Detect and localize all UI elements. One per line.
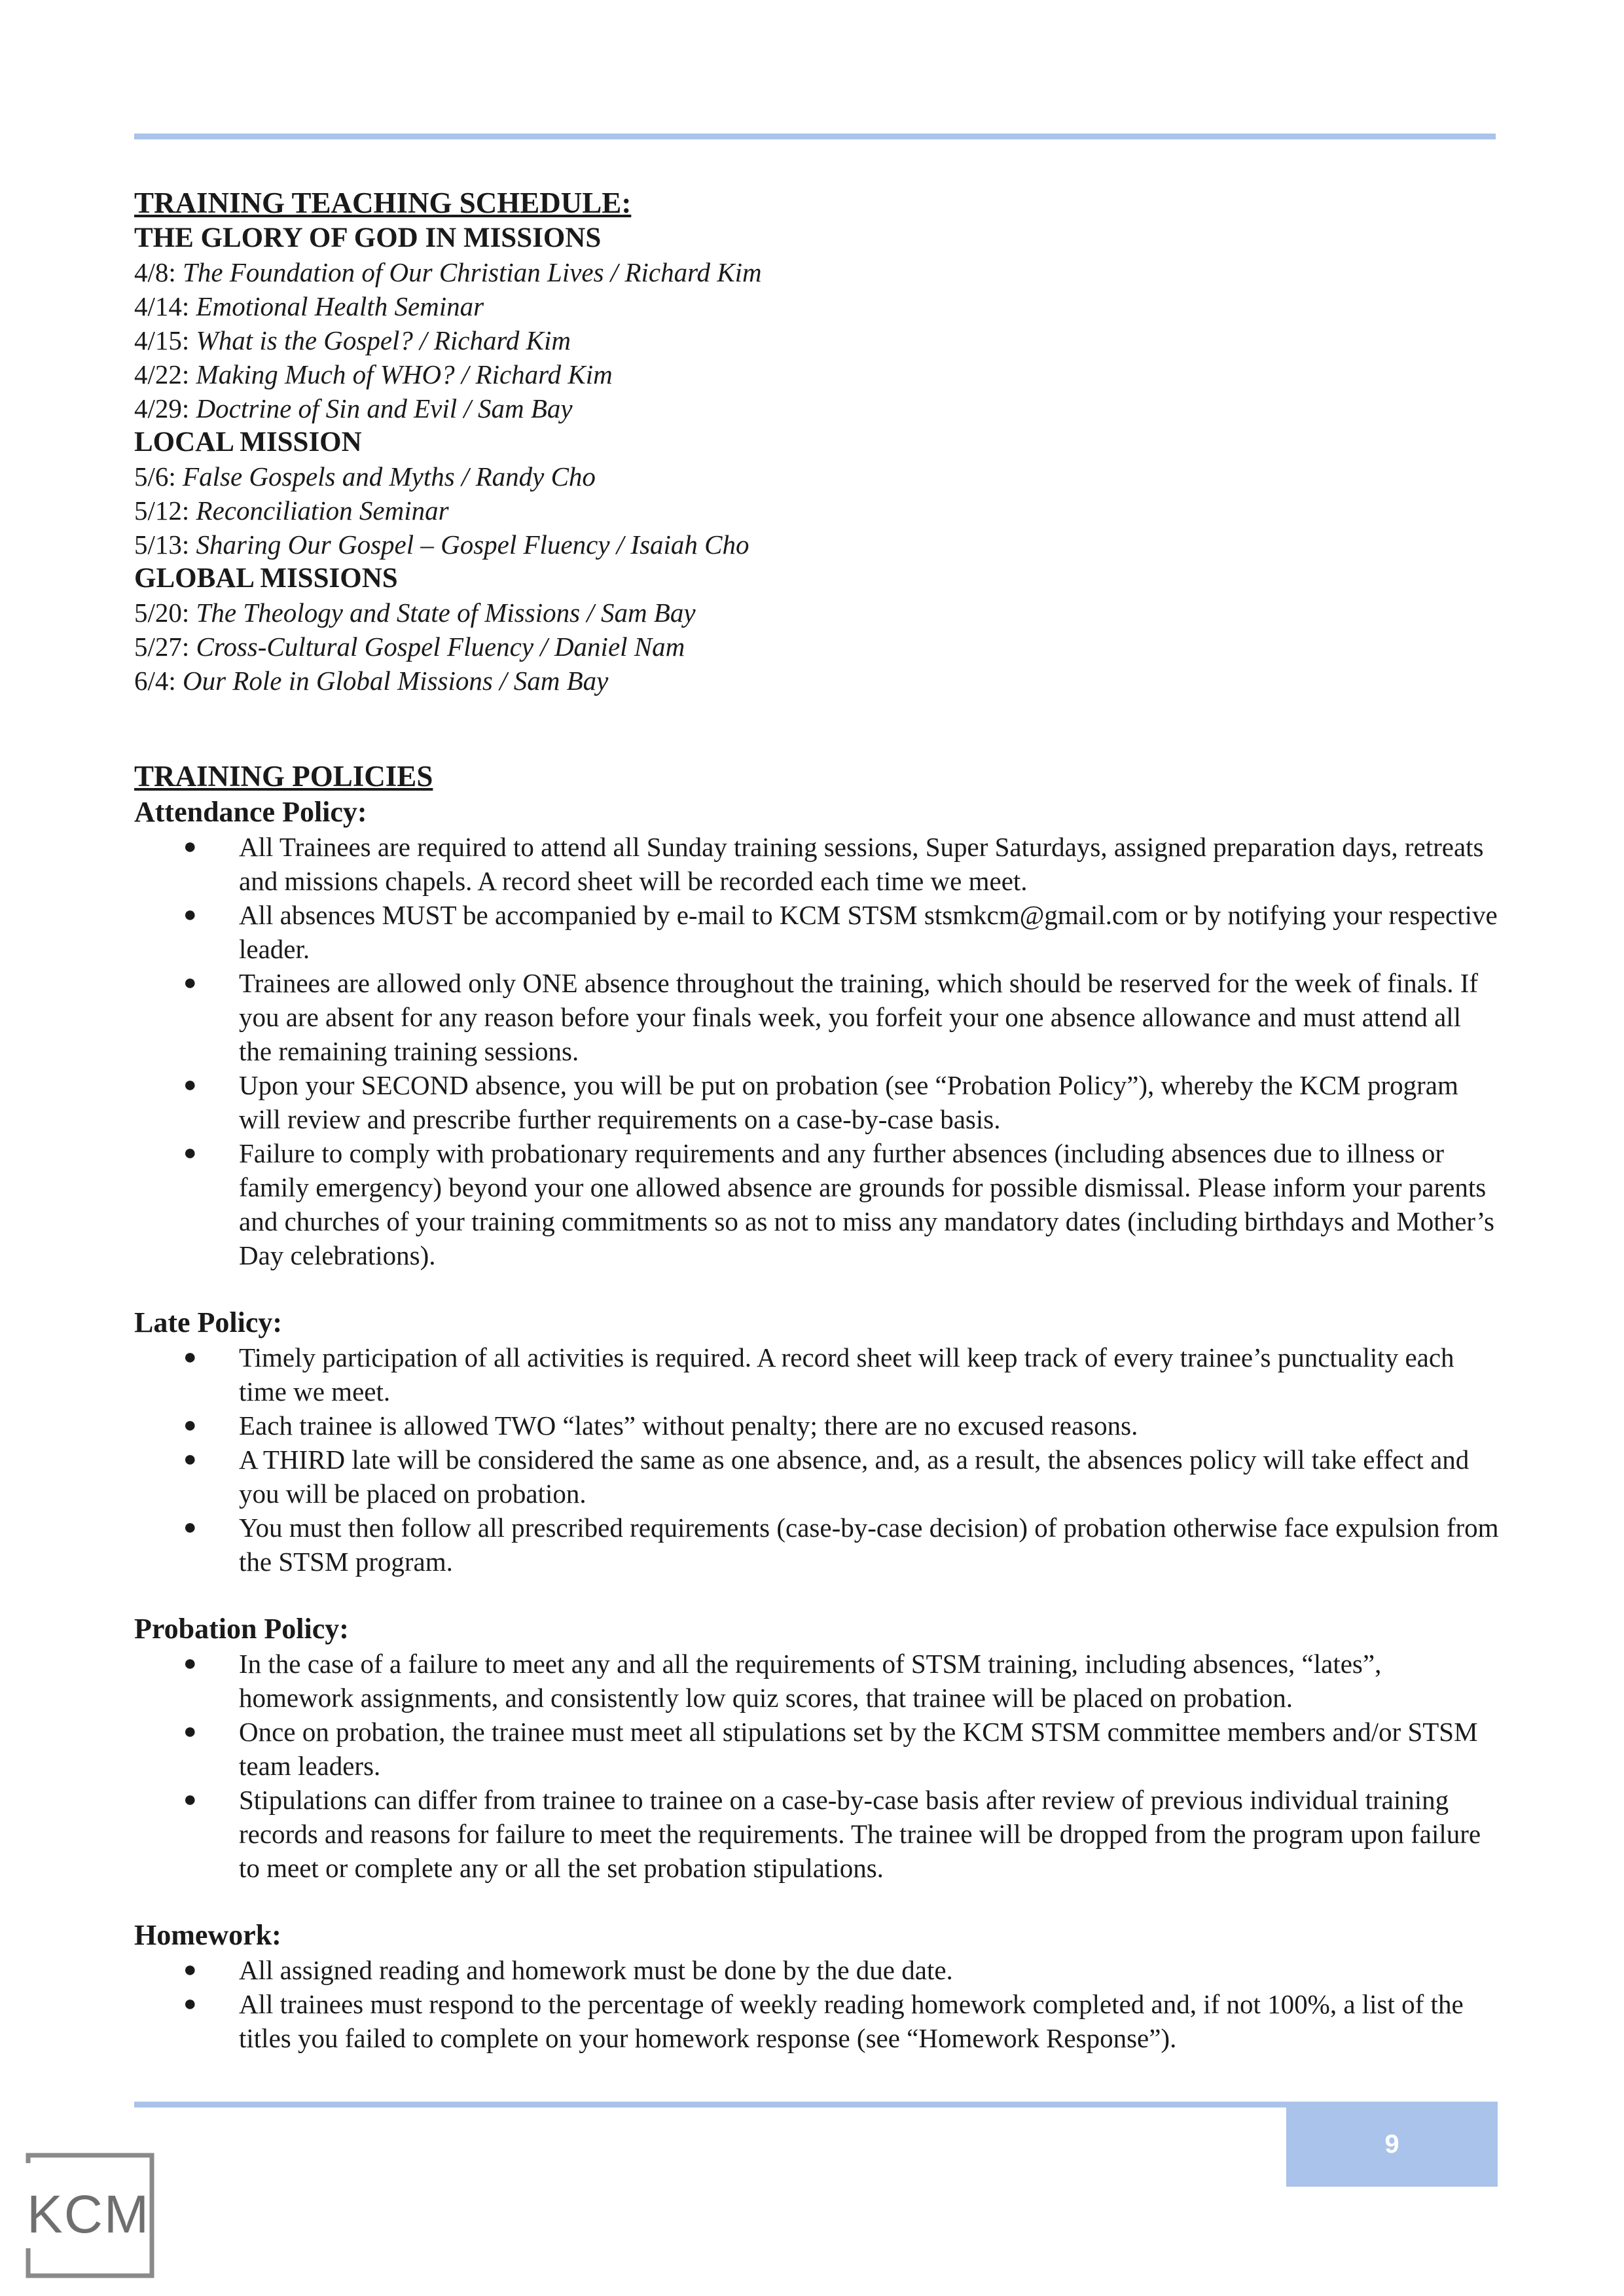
list-item: ● Timely participation of all activities is required. A record sheet will keep track of every trainee’s punctuality each time we meet. [134,1340,1499,1408]
bullet-icon: ● [183,971,197,995]
page-content [134,185,1499,2055]
schedule-item: 5/20: The Theology and State of Missions / Sam Bay [134,598,696,628]
schedule-item: 4/15: What is the Gospel? / Richard Kim [134,325,571,355]
list-item: ● Each trainee is allowed TWO “lates” without penalty; there are no excused reasons. [134,1408,1499,1443]
bullet-icon: ● [183,1413,197,1437]
schedule-item: 4/8: The Foundation of Our Christian Lives / Richard Kim [134,257,762,287]
policies-heading: TRAINING POLICIES [134,760,433,793]
bullet-icon: ● [183,1073,197,1097]
list-item: ● All trainees must respond to the percentage of weekly reading homework completed and, if not 100%, a list of the titles you failed to complete on your homework response (see “Homework Response”). [134,1987,1499,2055]
list-item: ● A THIRD late will be considered the same as one absence, and, as a result, the absences policy will take effect and you will be placed on probation. [134,1443,1499,1511]
late-policy-title: Late Policy: [134,1306,283,1338]
probation-policy-list [134,1647,1499,1885]
list-item: ● Failure to comply with probationary requirements and any further absences (including absences due to illness or family emergency) beyond your one allowed absence are grounds for possible dismissal. Please inform your parents and churches of your training commitments so as not to miss any mandatory dates (including birthdays and Mother’s Day celebrations). [134,1136,1499,1272]
schedule-heading: TRAINING TEACHING SCHEDULE: [134,187,632,219]
schedule-item: 4/22: Making Much of WHO? / Richard Kim [134,359,613,389]
header-divider [134,134,1496,139]
schedule-item: 6/4: Our Role in Global Missions / Sam Bay [134,666,609,696]
bullet-icon: ● [183,1958,197,1982]
schedule-item: 5/13: Sharing Our Gospel – Gospel Fluency / Isaiah Cho [134,529,749,560]
bullet-icon: ● [183,834,197,859]
list-item: ● Once on probation, the trainee must meet all stipulations set by the KCM STSM committee members and/or STSM team leaders. [134,1715,1499,1783]
attendance-policy-list [134,830,1499,1272]
schedule-item: 4/29: Doctrine of Sin and Evil / Sam Bay [134,393,573,423]
attendance-policy-title: Attendance Policy: [134,796,367,828]
page-number: 9 [1384,2129,1399,2159]
bullet-icon: ● [183,1515,197,1539]
bullet-icon: ● [183,1651,197,1676]
bullet-icon: ● [183,1141,197,1165]
late-policy-list [134,1340,1499,1579]
bullet-icon: ● [183,1992,197,2016]
schedule-item: 5/27: Cross-Cultural Gospel Fluency / Daniel Nam [134,632,685,662]
list-item: ● All assigned reading and homework must be done by the due date. [134,1953,1499,1987]
bullet-icon: ● [183,903,197,927]
bullet-icon: ● [183,1719,197,1744]
list-item: ● Stipulations can differ from trainee to trainee on a case-by-case basis after review of previous individual training records and reasons for failure to meet the requirements. The trainee will be dropped from the program upon failure to meet or complete any or all the set probation stipulations. [134,1783,1499,1885]
bullet-icon: ● [183,1447,197,1471]
bullet-icon: ● [183,1345,197,1369]
schedule-section-title: THE GLORY OF GOD IN MISSIONS [134,223,602,253]
schedule-item: 5/12: Reconciliation Seminar [134,495,449,526]
homework-list [134,1953,1499,2055]
footer-divider [134,2102,1286,2108]
schedule-section-title: GLOBAL MISSIONS [134,563,398,594]
schedule-item: 5/6: False Gospels and Myths / Randy Cho [134,461,596,492]
list-item: ● In the case of a failure to meet any and all the requirements of STSM training, including absences, “lates”, homework assignments, and consistently low quiz scores, that trainee will be placed on probation. [134,1647,1499,1715]
schedule-section-title: LOCAL MISSION [134,427,362,457]
list-item: ● Trainees are allowed only ONE absence throughout the training, which should be reserved for the week of finals. If you are absent for any reason before your finals week, you forfeit your one absence allowance and must attend all the remaining training sessions. [134,966,1499,1068]
kcm-logo [23,2150,157,2281]
probation-policy-title: Probation Policy: [134,1613,349,1645]
homework-title: Homework: [134,1919,281,1951]
list-item: ● All Trainees are required to attend all Sunday training sessions, Super Saturdays, assigned preparation days, retreats and missions chapels. A record sheet will be recorded each time we meet. [134,830,1499,898]
page-number-box [1286,2102,1498,2187]
list-item: ● Upon your SECOND absence, you will be put on probation (see “Probation Policy”), whereby the KCM program will review and prescribe further requirements on a case-by-case basis. [134,1068,1499,1136]
schedule-item: 4/14: Emotional Health Seminar [134,291,484,321]
svg-text:KCM: KCM [27,2185,151,2244]
list-item: ● You must then follow all prescribed requirements (case-by-case decision) of probation otherwise face expulsion from the STSM program. [134,1511,1499,1579]
list-item: ● All absences MUST be accompanied by e-mail to KCM STSM stsmkcm@gmail.com or by notifying your respective leader. [134,898,1499,966]
bullet-icon: ● [183,1787,197,1812]
